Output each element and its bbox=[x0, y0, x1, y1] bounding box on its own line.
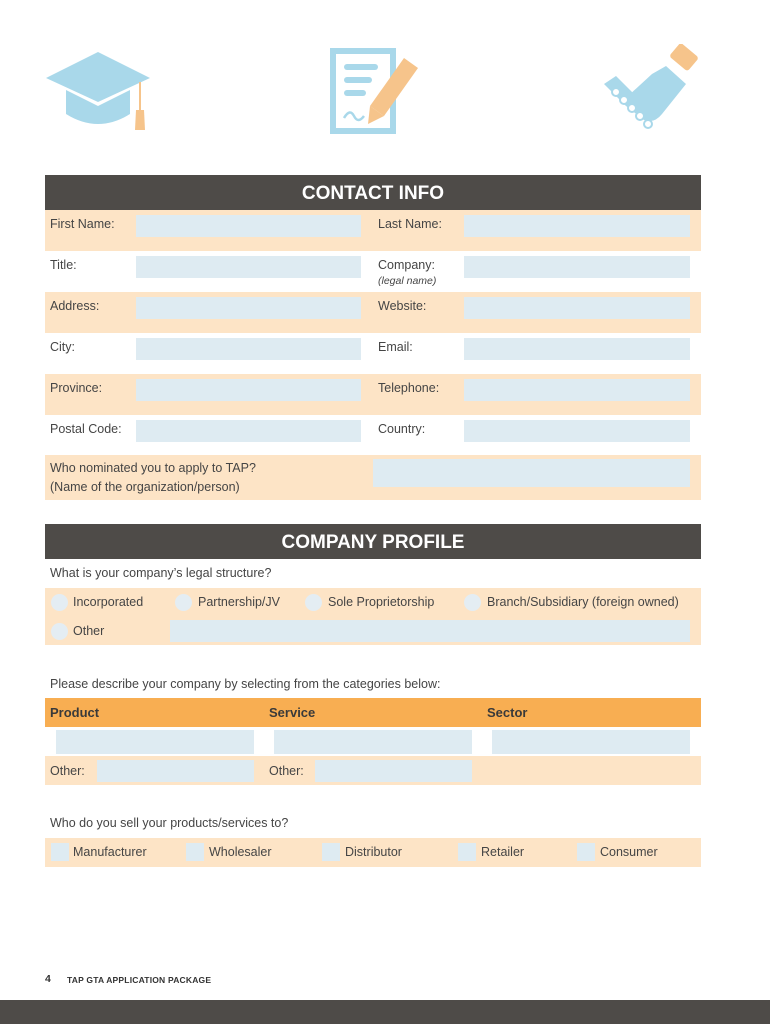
sector-select[interactable] bbox=[492, 730, 690, 754]
document-pencil-icon bbox=[326, 44, 422, 138]
last-name-field[interactable] bbox=[464, 215, 690, 237]
country-label: Country: bbox=[378, 422, 426, 436]
product-select[interactable] bbox=[56, 730, 254, 754]
nomination-question: Who nominated you to apply to TAP? bbox=[50, 461, 256, 475]
footer-bar bbox=[0, 1000, 770, 1024]
consumer-label: Consumer bbox=[600, 845, 658, 859]
title-label: Title: bbox=[50, 258, 77, 272]
sole-proprietorship-radio[interactable] bbox=[305, 594, 322, 611]
category-select-row bbox=[45, 727, 701, 756]
contact-info-header: CONTACT INFO bbox=[45, 175, 701, 210]
manufacturer-checkbox[interactable] bbox=[51, 843, 69, 861]
address-label: Address: bbox=[50, 299, 100, 313]
legal-structure-question: What is your company’s legal structure? bbox=[50, 566, 272, 580]
document-title: TAP GTA APPLICATION PACKAGE bbox=[67, 975, 212, 985]
city-label: City: bbox=[50, 340, 75, 354]
other-structure-radio[interactable] bbox=[51, 623, 68, 640]
product-other-label: Other: bbox=[50, 764, 85, 778]
product-label: Product bbox=[50, 705, 100, 720]
postal-code-label: Postal Code: bbox=[50, 422, 122, 436]
graduation-cap-icon bbox=[44, 48, 152, 134]
consumer-checkbox[interactable] bbox=[577, 843, 595, 861]
partnership-jv-radio[interactable] bbox=[175, 594, 192, 611]
province-field[interactable] bbox=[136, 379, 361, 401]
website-field[interactable] bbox=[464, 297, 690, 319]
contact-row-address bbox=[45, 292, 701, 333]
manufacturer-label: Manufacturer bbox=[73, 845, 147, 859]
telephone-label: Telephone: bbox=[378, 381, 440, 395]
telephone-field[interactable] bbox=[464, 379, 690, 401]
last-name-label: Last Name: bbox=[378, 217, 442, 231]
company-legal-name-note: (legal name) bbox=[378, 275, 437, 287]
service-label: Service bbox=[269, 705, 316, 720]
distributor-checkbox[interactable] bbox=[322, 843, 340, 861]
first-name-field[interactable] bbox=[136, 215, 361, 237]
nomination-field[interactable] bbox=[373, 459, 690, 487]
distributor-label: Distributor bbox=[345, 845, 402, 859]
company-profile-header: COMPANY PROFILE bbox=[45, 524, 701, 559]
contact-row-province bbox=[45, 374, 701, 415]
other-structure-label: Other bbox=[73, 624, 105, 638]
address-field[interactable] bbox=[136, 297, 361, 319]
category-other-row bbox=[45, 756, 701, 785]
partnership-jv-label: Partnership/JV bbox=[198, 595, 280, 609]
province-label: Province: bbox=[50, 381, 103, 395]
first-name-label: First Name: bbox=[50, 217, 115, 231]
wholesaler-checkbox[interactable] bbox=[186, 843, 204, 861]
handshake-icon bbox=[596, 44, 706, 136]
nomination-row bbox=[45, 455, 701, 500]
company-field[interactable] bbox=[464, 256, 690, 278]
postal-code-field[interactable] bbox=[136, 420, 361, 442]
company-label: Company: bbox=[378, 258, 435, 272]
retailer-checkbox[interactable] bbox=[458, 843, 476, 861]
email-label: Email: bbox=[378, 340, 413, 354]
legal-structure-options bbox=[45, 588, 701, 645]
category-header bbox=[45, 698, 701, 727]
email-field[interactable] bbox=[464, 338, 690, 360]
wholesaler-label: Wholesaler bbox=[209, 845, 272, 859]
contact-row-title bbox=[45, 251, 701, 292]
service-other-label: Other: bbox=[269, 764, 304, 778]
branch-subsidiary-radio[interactable] bbox=[464, 594, 481, 611]
branch-subsidiary-label: Branch/Subsidiary (foreign owned) bbox=[487, 595, 679, 609]
sell-to-question: Who do you sell your products/services to? bbox=[50, 816, 289, 830]
describe-company-question: Please describe your company by selecting from the categories below: bbox=[50, 677, 441, 691]
sector-label: Sector bbox=[487, 705, 528, 720]
other-structure-field[interactable] bbox=[170, 620, 690, 642]
country-field[interactable] bbox=[464, 420, 690, 442]
nomination-question-note: (Name of the organization/person) bbox=[50, 480, 240, 494]
title-field[interactable] bbox=[136, 256, 361, 278]
incorporated-radio[interactable] bbox=[51, 594, 68, 611]
product-other-field[interactable] bbox=[97, 760, 254, 782]
website-label: Website: bbox=[378, 299, 427, 313]
service-select[interactable] bbox=[274, 730, 472, 754]
city-field[interactable] bbox=[136, 338, 361, 360]
contact-row-name bbox=[45, 210, 701, 251]
contact-row-postal bbox=[45, 415, 701, 455]
page-number: 4 bbox=[45, 973, 51, 985]
incorporated-label: Incorporated bbox=[73, 595, 144, 609]
sole-proprietorship-label: Sole Proprietorship bbox=[328, 595, 435, 609]
service-other-field[interactable] bbox=[315, 760, 472, 782]
contact-row-city bbox=[45, 333, 701, 374]
sell-to-options bbox=[45, 838, 701, 867]
retailer-label: Retailer bbox=[481, 845, 525, 859]
